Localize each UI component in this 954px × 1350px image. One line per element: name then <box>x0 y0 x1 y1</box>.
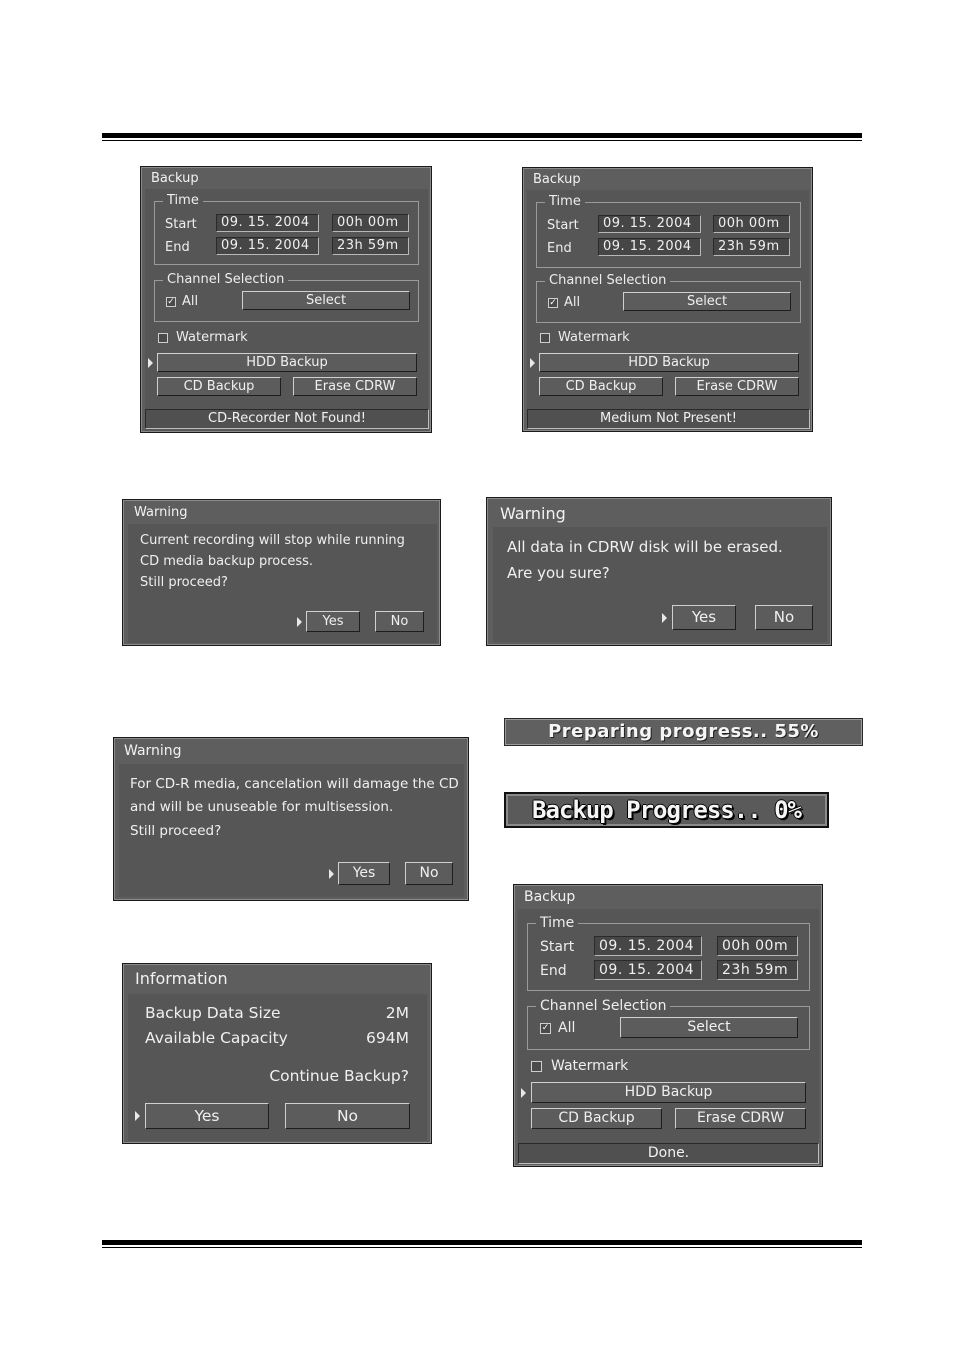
all-channels-checkbox[interactable]: ✓ <box>167 297 175 307</box>
dialog-title: Backup <box>533 172 581 187</box>
selection-arrow-icon <box>662 613 667 623</box>
status-bar: Medium Not Present! <box>527 409 810 429</box>
yes-button[interactable]: Yes <box>672 605 736 630</box>
end-date-field[interactable]: 09. 15. 2004 <box>594 960 702 980</box>
top-rule <box>102 133 862 141</box>
dialog-title: Backup <box>524 889 576 905</box>
no-button[interactable]: No <box>375 611 424 632</box>
watermark-label: Watermark <box>551 1058 629 1074</box>
bottom-rule <box>102 1240 862 1248</box>
warning-message-line1: For CD-R media, cancelation will damage the CD <box>130 776 459 792</box>
selection-arrow-icon <box>135 1111 140 1121</box>
time-group-label: Time <box>163 193 203 208</box>
start-time-field[interactable]: 00h 00m <box>713 215 790 233</box>
backup-dialog-done <box>513 884 823 1167</box>
warning-dialog-cdr <box>113 737 469 901</box>
channel-selection-label: Channel Selection <box>545 273 670 288</box>
end-label: End <box>547 241 572 256</box>
start-date-field[interactable]: 09. 15. 2004 <box>216 214 319 232</box>
warning-message-line3: Still proceed? <box>140 575 228 590</box>
cd-backup-button[interactable]: CD Backup <box>539 377 663 396</box>
selection-arrow-icon <box>329 869 334 879</box>
backup-progress-text: Backup Progress.. 0% <box>532 796 801 824</box>
all-channels-label: All <box>558 1020 576 1036</box>
cd-backup-button[interactable]: CD Backup <box>157 377 281 396</box>
end-time-field[interactable]: 23h 59m <box>717 960 798 980</box>
warning-message-line2: CD media backup process. <box>140 554 314 569</box>
hdd-backup-button[interactable]: HDD Backup <box>157 353 417 372</box>
time-group-label: Time <box>536 915 578 931</box>
select-channels-button[interactable]: Select <box>623 292 791 311</box>
end-label: End <box>165 240 190 255</box>
dialog-title: Warning <box>134 505 188 520</box>
watermark-checkbox[interactable] <box>158 333 168 343</box>
hdd-backup-button[interactable]: HDD Backup <box>539 353 799 372</box>
warning-message-line2: and will be unuseable for multisession. <box>130 799 394 815</box>
erase-cdrw-button[interactable]: Erase CDRW <box>675 1108 806 1129</box>
time-group <box>527 915 810 991</box>
preparing-progress-bar <box>504 718 863 746</box>
no-button[interactable]: No <box>285 1103 410 1129</box>
backup-progress-bar <box>504 792 829 828</box>
yes-button[interactable]: Yes <box>306 611 360 632</box>
preparing-progress-text: Preparing progress.. 55% <box>548 721 819 742</box>
backup-data-size-label: Backup Data Size <box>145 1004 281 1022</box>
end-time-field[interactable]: 23h 59m <box>713 238 790 256</box>
start-time-field[interactable]: 00h 00m <box>717 936 798 956</box>
watermark-label: Watermark <box>176 330 248 345</box>
erase-cdrw-button[interactable]: Erase CDRW <box>675 377 799 396</box>
selection-arrow-icon <box>148 358 153 368</box>
end-date-field[interactable]: 09. 15. 2004 <box>216 237 319 255</box>
warning-message-line3: Still proceed? <box>130 823 222 839</box>
no-button[interactable]: No <box>405 862 453 885</box>
start-time-field[interactable]: 00h 00m <box>332 214 409 232</box>
dialog-title: Information <box>135 969 228 988</box>
backup-dialog-medium-not-present <box>522 167 813 432</box>
start-label: Start <box>547 218 579 233</box>
selection-arrow-icon <box>521 1088 526 1098</box>
all-channels-checkbox[interactable]: ✓ <box>549 298 557 308</box>
warning-message-line1: All data in CDRW disk will be erased. <box>507 538 783 556</box>
end-time-field[interactable]: 23h 59m <box>332 237 409 255</box>
hdd-backup-button[interactable]: HDD Backup <box>531 1082 806 1103</box>
watermark-checkbox[interactable] <box>540 333 550 343</box>
start-date-field[interactable]: 09. 15. 2004 <box>598 215 701 233</box>
erase-cdrw-button[interactable]: Erase CDRW <box>293 377 417 396</box>
end-label: End <box>540 963 567 979</box>
backup-dialog-cd-recorder-not-found <box>140 166 432 433</box>
time-group-label: Time <box>545 194 585 209</box>
continue-backup-question: Continue Backup? <box>269 1067 409 1085</box>
all-channels-label: All <box>564 295 581 310</box>
status-bar: Done. <box>518 1143 819 1164</box>
end-date-field[interactable]: 09. 15. 2004 <box>598 238 701 256</box>
status-bar: CD-Recorder Not Found! <box>145 409 429 429</box>
all-channels-label: All <box>182 294 199 309</box>
all-channels-checkbox[interactable]: ✓ <box>541 1023 550 1033</box>
time-group <box>536 194 801 268</box>
available-capacity-label: Available Capacity <box>145 1029 288 1047</box>
warning-message-line2: Are you sure? <box>507 564 610 582</box>
backup-data-size-value: 2M <box>385 1004 409 1022</box>
warning-message-line1: Current recording will stop while running <box>140 533 405 548</box>
dialog-title: Warning <box>500 504 566 523</box>
select-channels-button[interactable]: Select <box>620 1017 798 1038</box>
watermark-checkbox[interactable] <box>531 1061 542 1072</box>
yes-button[interactable]: Yes <box>338 862 390 885</box>
start-label: Start <box>540 939 575 955</box>
dialog-title: Backup <box>151 171 199 186</box>
information-dialog <box>122 963 432 1144</box>
watermark-label: Watermark <box>558 330 630 345</box>
dialog-title: Warning <box>124 743 182 759</box>
cd-backup-button[interactable]: CD Backup <box>531 1108 662 1129</box>
channel-selection-label: Channel Selection <box>163 272 288 287</box>
warning-dialog-erase <box>486 497 832 646</box>
start-label: Start <box>165 217 197 232</box>
warning-dialog-recording <box>122 499 441 646</box>
time-group <box>154 193 419 265</box>
start-date-field[interactable]: 09. 15. 2004 <box>594 936 702 956</box>
selection-arrow-icon <box>530 358 535 368</box>
available-capacity-value: 694M <box>366 1029 409 1047</box>
no-button[interactable]: No <box>755 605 813 630</box>
select-channels-button[interactable]: Select <box>242 291 410 310</box>
selection-arrow-icon <box>297 617 302 627</box>
yes-button[interactable]: Yes <box>145 1103 269 1129</box>
channel-selection-label: Channel Selection <box>536 998 670 1014</box>
